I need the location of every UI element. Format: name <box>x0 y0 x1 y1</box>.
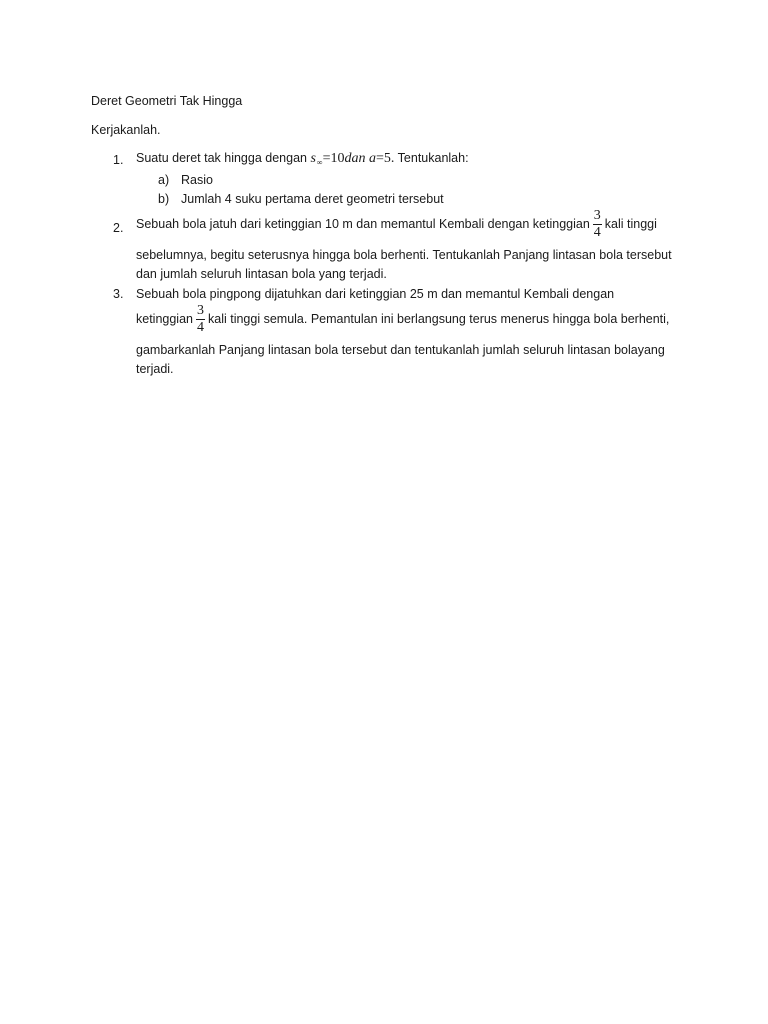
question-1-line-1 <box>136 151 469 167</box>
question-text: Tentukanlah: <box>394 151 469 165</box>
math-dan: dan <box>344 151 366 166</box>
sub-item-text: Jumlah 4 suku pertama deret geometri tersebut <box>181 192 444 206</box>
question-number: 2. <box>113 221 124 235</box>
question-number: 3. <box>113 287 124 301</box>
question-text: dan jumlah seluruh lintasan bola yang terjadi. <box>136 267 387 281</box>
document-title: Deret Geometri Tak Hingga <box>91 94 243 108</box>
math-expression <box>310 151 394 166</box>
math-equals-5: =5. <box>376 151 395 166</box>
question-text: kali tinggi <box>604 216 657 231</box>
fraction-denominator: 4 <box>197 320 204 335</box>
infinity-subscript: ∞ <box>316 158 323 167</box>
question-text: Sebuah bola jatuh dari ketinggian 10 m dan memantul Kembali dengan ketinggian <box>136 216 590 231</box>
fraction <box>196 304 205 335</box>
sub-item-label: b) <box>158 192 170 206</box>
math-equals-10: =10 <box>322 151 345 166</box>
fraction-numerator: 3 <box>593 208 601 223</box>
sub-item-text: Rasio <box>181 173 213 187</box>
instruction-text: Kerjakanlah. <box>91 123 161 137</box>
question-2-line-1 <box>136 209 657 240</box>
question-text: ketinggian <box>136 311 193 326</box>
math-symbol-s: s <box>310 151 316 166</box>
sub-item-label: a) <box>158 173 170 187</box>
fraction-numerator: 3 <box>197 303 204 318</box>
question-text: terjadi. <box>136 362 174 376</box>
question-text: Suatu deret tak hingga dengan <box>136 151 311 165</box>
question-number: 1. <box>113 153 124 167</box>
fraction-denominator: 4 <box>593 225 601 240</box>
math-symbol-a: a <box>369 151 377 166</box>
question-text: Sebuah bola pingpong dijatuhkan dari ketinggian 25 m dan memantul Kembali dengan <box>136 287 615 301</box>
fraction <box>593 209 602 240</box>
question-text: kali tinggi semula. Pemantulan ini berlangsung terus menerus hingga bola berhenti, <box>208 311 670 326</box>
question-text: gambarkanlah Panjang lintasan bola tersebut dan tentukanlah jumlah seluruh lintasan bolayang <box>136 343 665 357</box>
question-3-line-2 <box>136 304 669 335</box>
question-text: sebelumnya, begitu seterusnya hingga bola berhenti. Tentukanlah Panjang lintasan bola tersebut <box>136 248 672 262</box>
